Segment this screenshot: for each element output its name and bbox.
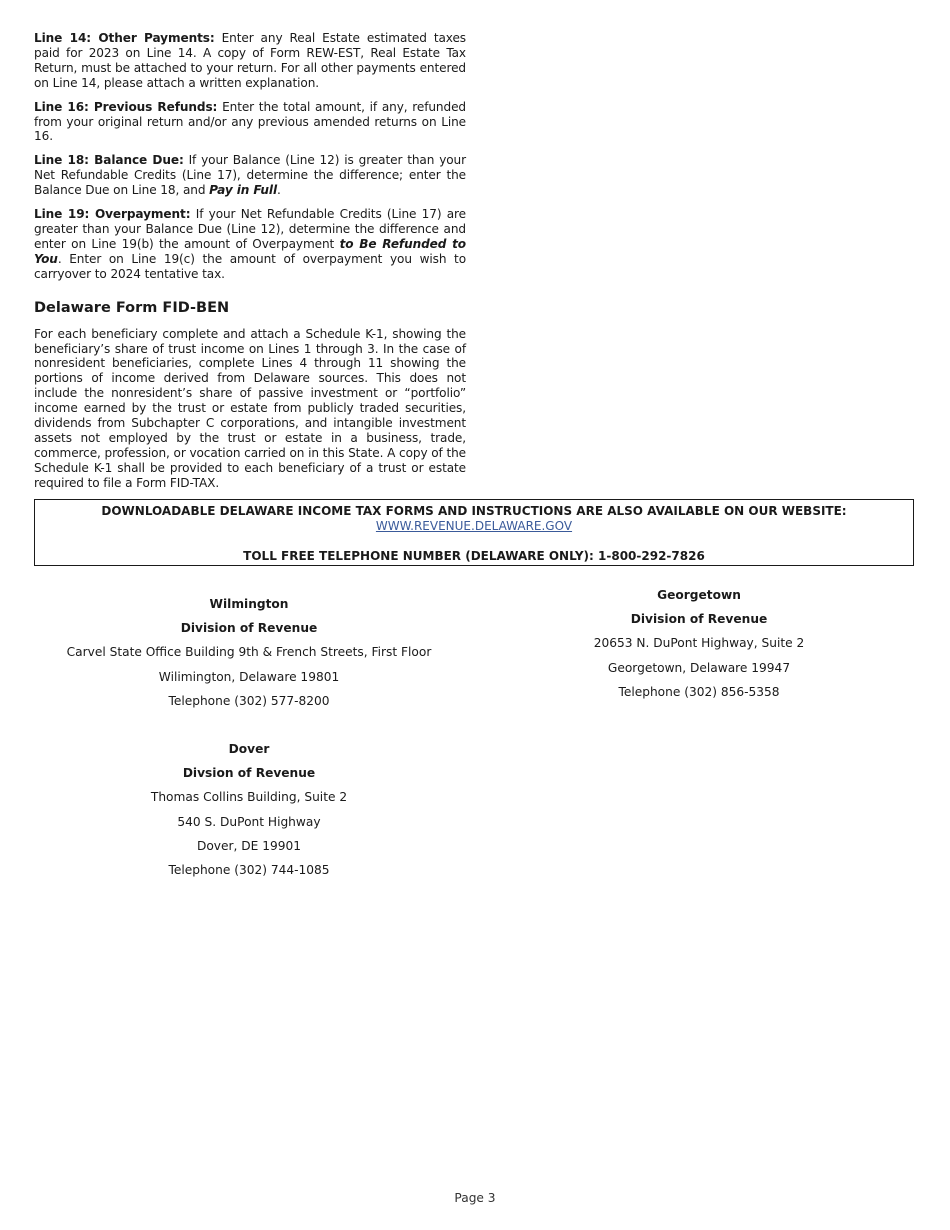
georgetown-division: Division of Revenue <box>630 612 768 627</box>
dover-address1: Thomas Collins Building, Suite 2 <box>150 790 348 805</box>
wilmington-office <box>34 592 464 713</box>
page-number: Page 3 <box>454 1191 496 1205</box>
georgetown-address1: 20653 N. DuPont Highway, Suite 2 <box>593 636 805 651</box>
downloads-notice: DOWNLOADABLE DELAWARE INCOME TAX FORMS AND INSTRUCTIONS ARE ALSO AVAILABLE ON OUR WEBSITE: <box>101 504 847 518</box>
dover-address2: 540 S. DuPont Highway <box>177 814 321 829</box>
dover-address3: Dover, DE 19901 <box>196 838 302 853</box>
dover-office <box>34 737 464 882</box>
line14-paragraph <box>34 31 466 91</box>
line18-text: If your Balance (Line 12) is greater than your Net Refundable Credits (Line 17), determine the difference; enter the Balance Due on Line 18, and <box>34 153 466 198</box>
wilmington-phone: Telephone (302) 577-8200 <box>168 693 330 708</box>
georgetown-address2: Georgetown, Delaware 19947 <box>607 660 791 675</box>
dover-phone: Telephone (302) 744-1085 <box>168 863 330 878</box>
website-link[interactable]: WWW.REVENUE.DELAWARE.GOV <box>375 519 573 533</box>
line18-emphasis: Pay in Full <box>209 183 278 198</box>
line18-tail: . <box>277 183 281 198</box>
wilmington-address2: Wilimington, Delaware 19801 <box>158 669 340 684</box>
line16-paragraph <box>34 100 466 145</box>
wilmington-city: Wilmington <box>209 597 289 611</box>
line14-label: Line 14: Other Payments: <box>34 31 215 45</box>
line14-text: Enter any Real Estate estimated taxes paid for 2023 on Line 14. A copy of Form REW-EST, Real Estate Tax Return, must be attached to your return. For all other payments entered on Line 14, please attach a written explanation. <box>34 31 467 90</box>
fid-ben-paragraph: For each beneficiary complete and attach a Schedule K-1, showing the beneficiary’s share of trust income on Lines 1 through 3. In the case of nonresident beneficiaries, complete Lines 4 through 11 showing the portions of income derived from Delaware sources. This does not include the nonresident’s share of passive investment or “portfolio” income earned by the trust or estate from publicly traded securities, dividends from Subchapter C corporations, and intangible investment assets not employed by the trust or estate in a business, trade, commerce, profession, or vocation carried on in this State. A copy of the Schedule K-1 shall be provided to each beneficiary of a trust or estate required to file a Form FID-TAX. <box>34 326 466 490</box>
line19-paragraph <box>34 207 466 282</box>
wilmington-division: Division of Revenue <box>180 621 318 636</box>
georgetown-office <box>484 583 914 704</box>
line18-label: Line 18: Balance Due: <box>34 153 184 168</box>
dover-division: Divsion of Revenue <box>182 766 316 781</box>
instructions-column <box>34 31 466 500</box>
dover-city: Dover <box>228 742 270 756</box>
line19-text: If your Net Refundable Credits (Line 17) are greater than your Balance Due (Line 12), determine the difference and enter on Line 19(b) the amount of Overpayment <box>34 207 466 251</box>
wilmington-address1: Carvel State Office Building 9th & French Streets, First Floor <box>66 645 432 660</box>
line18-paragraph <box>34 153 466 198</box>
toll-free-number: TOLL FREE TELEPHONE NUMBER (DELAWARE ONLY): 1-800-292-7826 <box>243 549 705 563</box>
fid-ben-title: Delaware Form FID-BEN <box>34 299 230 316</box>
website-info-box <box>34 499 914 566</box>
georgetown-phone: Telephone (302) 856-5358 <box>618 684 780 699</box>
line16-label: Line 16: Previous Refunds: <box>34 99 218 114</box>
line19-emphasis: to Be Refunded to You <box>34 236 466 266</box>
line19-tail: . Enter on Line 19(c) the amount of overpayment you wish to carryover to 2024 tentative tax. <box>34 251 466 281</box>
georgetown-city: Georgetown <box>657 588 741 602</box>
line19-label: Line 19: Overpayment: <box>34 207 191 222</box>
line16-text: Enter the total amount, if any, refunded from your original return and/or any previous amended returns on Line 16. <box>34 99 466 144</box>
